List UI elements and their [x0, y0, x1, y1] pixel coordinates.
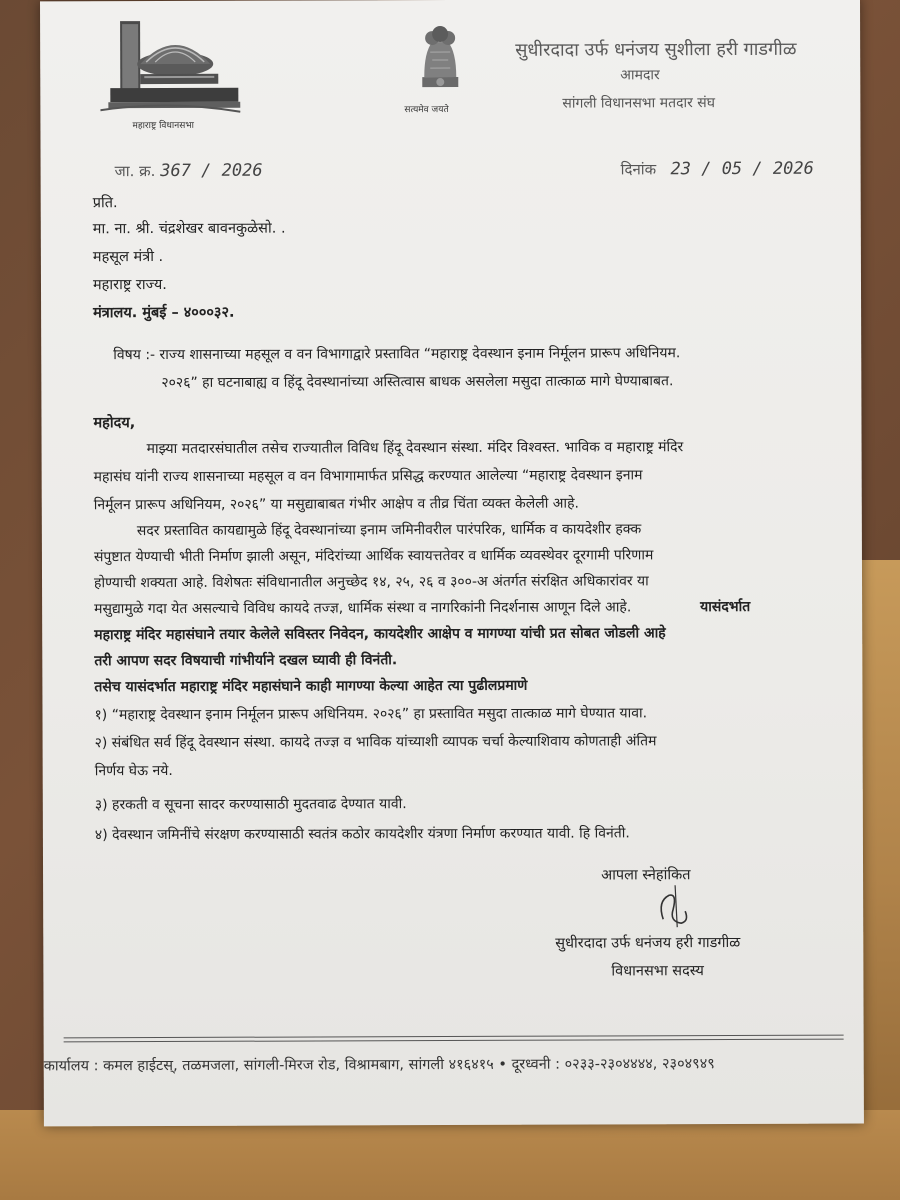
letterhead-mla-title: आमदार: [620, 67, 660, 84]
recipient-line-2: महसूल मंत्री .: [92, 249, 164, 266]
footer-divider-2: [64, 1039, 844, 1043]
recipient-line-4: मंत्रालय. मुंबई – ४०००३२.: [93, 304, 235, 322]
assembly-caption: महाराष्ट्र विधानसभा: [132, 120, 195, 132]
demand-2: २) संबंधित सर्व हिंदू देवस्थान संस्था. कायदे तज्ज्ञ व भाविक यांच्याशी व्यापक चर्चा केल्याशिवाय कोणताही अंतिम: [94, 733, 657, 752]
signer-name: सुधीरदादा उर्फ धनंजय हरी गाडगीळ: [555, 934, 741, 952]
para2-bold-start: यासंदर्भात: [700, 598, 751, 616]
footer-address-text: कार्यालय : कमल हाईटस्, तळमजला, सांगली-मिरज रोड, विश्रामबाग, सांगली ४१६४१५ • दूरध्वनी : ०२३३-२३०४४४४, २३०४९४९: [43, 1056, 715, 1075]
signer-designation: विधानसभा सदस्य: [611, 963, 704, 980]
ref-value: 367 / 2026: [160, 160, 263, 182]
demand-2-cont: निर्णय घेऊ नये.: [94, 762, 173, 780]
subject-line-2: २०२६” हा घटनाबाह्य व हिंदू देवस्थानांच्या अस्तित्वास बाधक असलेला मसुदा तात्काळ मागे घेण्याबाबत.: [161, 373, 674, 392]
letterhead-constituency: सांगली विधानसभा मतदार संघ: [562, 95, 716, 112]
recipient-line-1: मा. ना. श्री. चंद्रशेखर बावनकुळेसो. .: [92, 220, 286, 238]
reference-number: [115, 161, 263, 182]
demand-3: ३) हरकती व सूचना सादर करण्यासाठी मुदतवाढ देण्यात यावी.: [94, 796, 407, 814]
para2-line-2: संपुष्टात येण्याची भीती निर्माण झाली असून, मंदिरांच्या आर्थिक स्वायत्ततेवर व धार्मिक व्यवस्थेवर दूरगामी परिणाम: [93, 547, 654, 566]
ref-prefix: जा. क्र.: [114, 162, 156, 181]
emblem-motto: सत्यमेव जयते: [404, 105, 449, 116]
vidhan-bhavan-logo: [100, 16, 240, 132]
salutation: महोदय,: [93, 415, 136, 432]
letter-page: [40, 0, 864, 1126]
footer-divider: [64, 1035, 844, 1039]
demand-4: ४) देवस्थान जमिनींचे संरक्षण करण्यासाठी स्वतंत्र कठोर कायदेशीर यंत्रणा निर्माण करण्यात यावी. हि विनंती.: [94, 825, 630, 844]
date-value: 23 / 05 / 2026: [670, 158, 814, 180]
footer-address: [44, 1053, 715, 1075]
para2-line-1: सदर प्रस्तावित कायद्यामुळे हिंदू देवस्थानांच्या इनाम जमिनीवरील पारंपरिक, धार्मिक व कायदेशीर हक्क: [136, 521, 642, 540]
closing-regards: आपला स्नेहांकित: [601, 867, 691, 884]
national-emblem-icon: [404, 22, 470, 116]
para1-line-3: निर्मूलन प्रारूप अधिनियम, २०२६” या मसुद्याबाबत गंभीर आक्षेप व तीव्र चिंता व्यक्त केलेली आहे.: [93, 495, 579, 514]
para2-bold-line-2: तरी आपण सदर विषयाची गांभीर्याने दखल घ्यावी ही विनंती.: [94, 652, 398, 670]
demand-1: १) “महाराष्ट्र देवस्थान इनाम निर्मूलन प्रारूप अधिनियम. २०२६” हा प्रस्तावित मसुदा तात्काळ मागे घेण्यात यावा.: [94, 705, 648, 724]
letter-date: [621, 159, 814, 180]
para2-line-3: होण्याची शक्यता आहे. विशेषतः संविधानातील अनुच्छेद १४, २५, २६ व ३००-अ अंतर्गत संरक्षित अधिकारांवर या: [94, 573, 649, 592]
signature-mark: [655, 881, 695, 935]
recipient-prati: प्रति.: [92, 195, 118, 212]
recipient-line-3: महाराष्ट्र राज्य.: [92, 276, 167, 294]
subject-line-1: विषय :- राज्य शासनाच्या महसूल व वन विभागाद्वारे प्रस्तावित “महाराष्ट्र देवस्थान इनाम निर्मूलन प्रारूप अधिनियम.: [113, 345, 681, 364]
para2-bold-line-1: महाराष्ट्र मंदिर महासंघाने तयार केलेले सविस्तर निवेदन, कायदेशीर आक्षेप व मागण्या यांची प्रत सोबत जोडली आहे: [94, 625, 666, 644]
para2-bold-line-3: तसेच यासंदर्भात महाराष्ट्र मंदिर महासंघाने काही मागण्या केल्या आहेत त्या पुढीलप्रमाणे: [94, 677, 528, 696]
para1-line-1: माझ्या मतदारसंघातील तसेच राज्यातील विविध हिंदू देवस्थान संस्था. मंदिर विश्वस्त. भाविक व महाराष्ट्र मंदिर: [146, 439, 684, 458]
para1-line-2: महासंघ यांनी राज्य शासनाच्या महसूल व वन विभागामार्फत प्रसिद्ध करण्यात आलेल्या “महाराष्ट्र देवस्थान इनाम: [93, 467, 643, 486]
para2-line-4: मसुद्यामुळे गदा येत असल्याचे विविध कायदे तज्ज्ञ, धार्मिक संस्था व नागरिकांनी निदर्शनास आणून दिले आहे.: [94, 599, 632, 618]
letterhead-mla-name: सुधीरदादा उर्फ धनंजय सुशीला हरी गाडगीळ: [515, 38, 797, 61]
date-prefix: दिनांक: [620, 160, 657, 179]
